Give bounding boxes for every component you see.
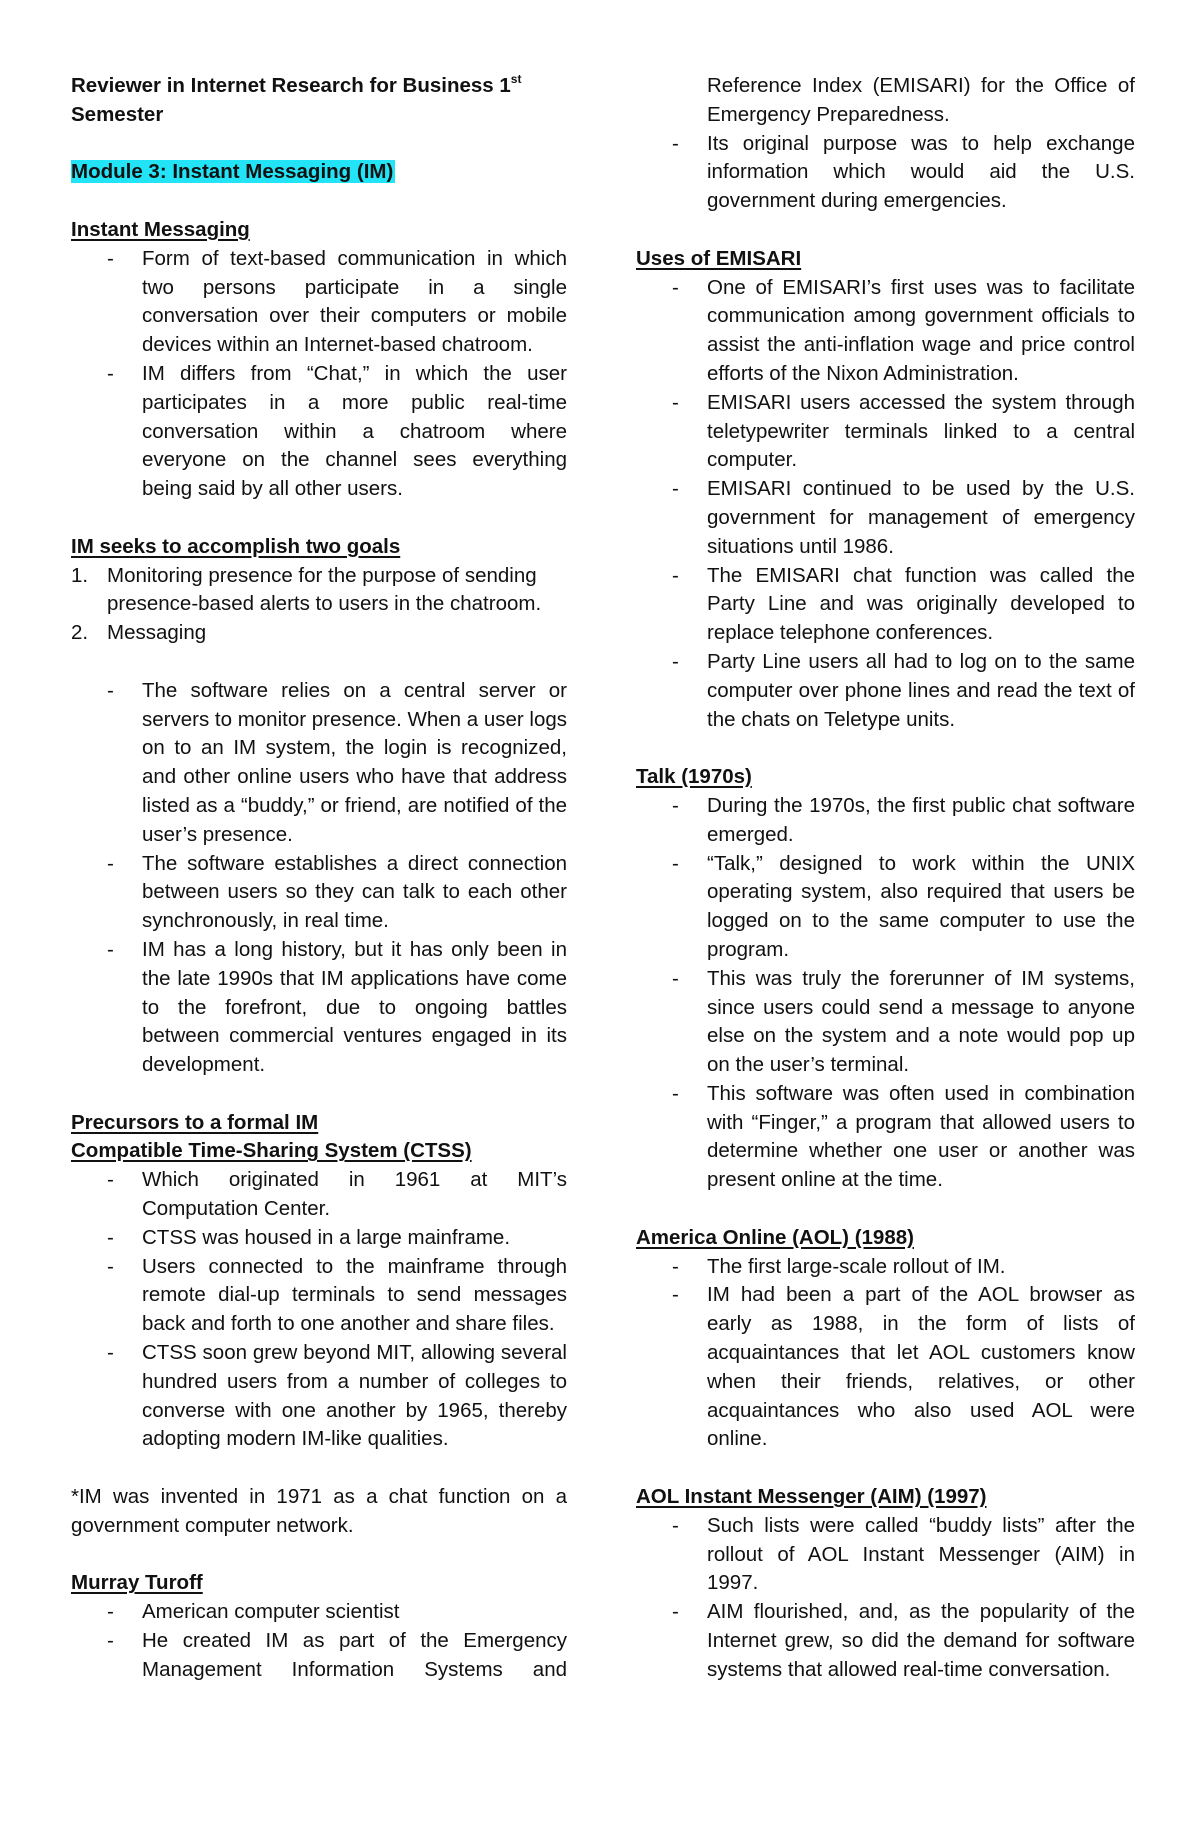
list-item: - American computer scientist: [71, 1598, 567, 1627]
list-item: - During the 1970s, the first public chat software emerged.: [636, 792, 1135, 850]
list-item: - IM has a long history, but it has only been in the late 1990s that IM applications have come to the forefront, due to ongoing battles between commercial ventures engaged in its development.: [71, 936, 567, 1080]
list-item: - Which originated in 1961 at MIT’s Computation Center.: [71, 1166, 567, 1224]
murray-list-continued: [636, 130, 1135, 216]
list-item: - Form of text-based communication in which two persons participate in a single conversation over their computers or mobile devices within an Internet-based chatroom.: [71, 245, 567, 360]
list-item: - Party Line users all had to log on to the same computer over phone lines and read the text of the chats on Teletype units.: [636, 648, 1135, 734]
talk-list: [636, 792, 1135, 1195]
section-heading-precursors: Precursors to a formal IM: [71, 1110, 319, 1134]
list-item: 1. Monitoring presence for the purpose of sending presence-based alerts to users in the chatroom.: [71, 563, 542, 616]
list-item: - Its original purpose was to help exchange information which would aid the U.S. government during emergencies.: [636, 130, 1135, 216]
module-heading: Module 3: Instant Messaging (IM): [71, 160, 394, 184]
list-item: - The first large-scale rollout of IM.: [636, 1253, 1135, 1282]
document-title: Reviewer in Internet Research for Business 1st: [71, 72, 522, 97]
section-heading-murray-turoff: Murray Turoff: [71, 1571, 203, 1595]
list-item: - CTSS soon grew beyond MIT, allowing several hundred users from a number of colleges to converse with one another by 1965, thereby adopting modern IM-like qualities.: [71, 1339, 567, 1454]
section-heading-emisari: Uses of EMISARI: [636, 246, 802, 270]
list-item: - Users connected to the mainframe through remote dial-up terminals to send messages back and forth to one another and share files.: [71, 1253, 567, 1339]
section-heading-aol: America Online (AOL) (1988): [636, 1225, 914, 1249]
goals-list: [71, 562, 567, 648]
im-invented-note: *IM was invented in 1971 as a chat function on a government computer network.: [71, 1485, 567, 1537]
section-heading-talk: Talk (1970s): [636, 765, 752, 789]
left-column: [71, 72, 567, 1685]
aol-list: [636, 1253, 1135, 1455]
section-heading-ctss: Compatible Time-Sharing System (CTSS): [71, 1139, 472, 1163]
murray-list: [71, 1598, 567, 1684]
emisari-list: [636, 274, 1135, 735]
aim-list: [636, 1512, 1135, 1685]
list-item: 2. Messaging: [71, 621, 207, 645]
ctss-list: [71, 1166, 567, 1454]
list-item: - This software was often used in combination with “Finger,” a program that allowed users to determine whether one user or another was present online at the time.: [636, 1080, 1135, 1195]
list-item: - CTSS was housed in a large mainframe.: [71, 1224, 567, 1253]
section-heading-instant-messaging: Instant Messaging: [71, 217, 250, 241]
murray-continuation: Reference Index (EMISARI) for the Office of Emergency Preparedness.: [707, 74, 1135, 126]
list-item: - IM differs from “Chat,” in which the user participates in a more public real-time conversation within a chatroom where everyone on the channel sees everything being said by all other users.: [71, 360, 567, 504]
list-item: - One of EMISARI’s first uses was to facilitate communication among government officials to assist the anti-inflation wage and price control efforts of the Nixon Administration.: [636, 274, 1135, 389]
list-item: - EMISARI users accessed the system through teletypewriter terminals linked to a central computer.: [636, 389, 1135, 475]
list-item: - AIM flourished, and, as the popularity of the Internet grew, so did the demand for software systems that allowed real-time conversation.: [636, 1598, 1135, 1684]
list-item: - This was truly the forerunner of IM systems, since users could send a message to anyone else on the system and a note would pop up on the user’s terminal.: [636, 965, 1135, 1080]
list-item: - The EMISARI chat function was called the Party Line and was originally developed to replace telephone conferences.: [636, 562, 1135, 648]
instant-messaging-list: [71, 245, 567, 504]
list-item: - Such lists were called “buddy lists” after the rollout of AOL Instant Messenger (AIM) in 1997.: [636, 1512, 1135, 1598]
list-item: - “Talk,” designed to work within the UNIX operating system, also required that users be logged on to the same computer to use the program.: [636, 850, 1135, 965]
document-title-line2: Semester: [71, 102, 164, 126]
section-heading-aim: AOL Instant Messenger (AIM) (1997): [636, 1485, 987, 1509]
list-item: - He created IM as part of the Emergency Management Information Systems and: [71, 1627, 567, 1685]
list-item: - The software relies on a central server or servers to monitor presence. When a user logs on to an IM system, the login is recognized, and other online users who have that address listed as a “buddy,” or friend, are notified of the user’s presence.: [71, 677, 567, 850]
list-item: - IM had been a part of the AOL browser as early as 1988, in the form of lists of acquaintances that let AOL customers know when their friends, relatives, or other acquaintances who also used AOL were online.: [636, 1281, 1135, 1454]
list-item: - The software establishes a direct connection between users so they can talk to each other synchronously, in real time.: [71, 850, 567, 936]
goals-detail-list: [71, 677, 567, 1080]
list-item: - EMISARI continued to be used by the U.S. government for management of emergency situations until 1986.: [636, 475, 1135, 561]
section-heading-goals: IM seeks to accomplish two goals: [71, 534, 401, 558]
right-column: [636, 72, 1135, 1685]
